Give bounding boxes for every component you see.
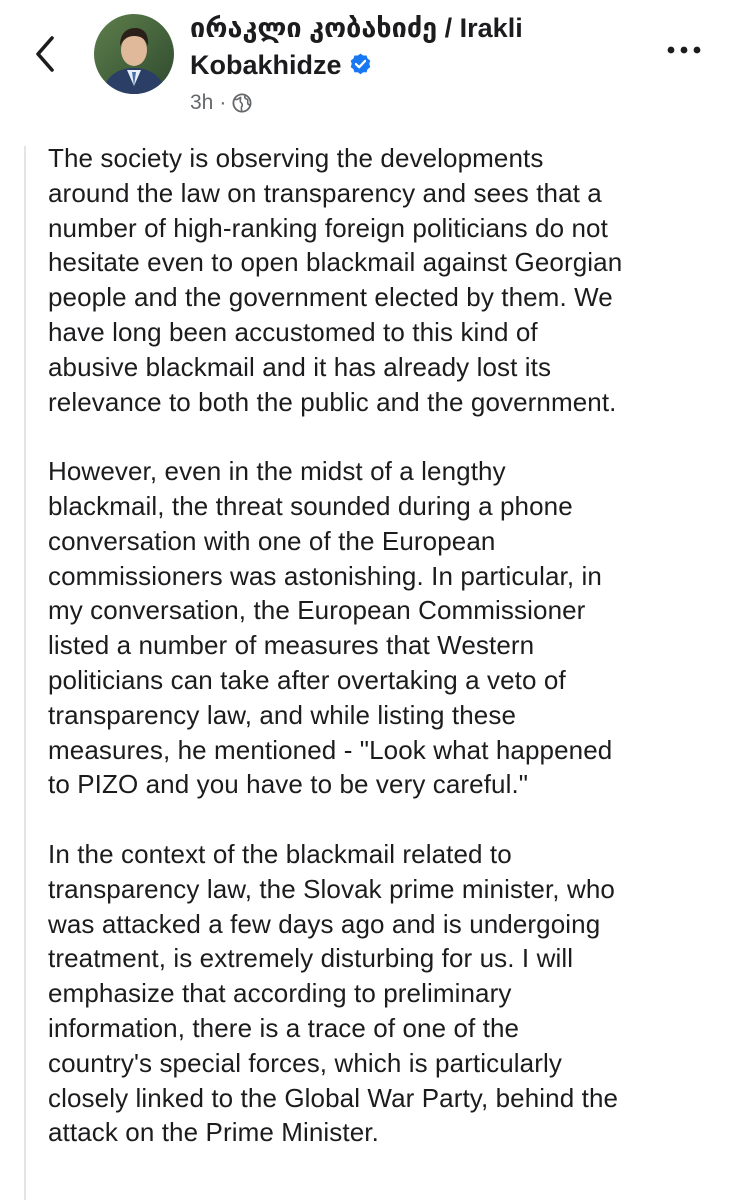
- text-line: In the context of the blackmail related to: [48, 838, 512, 869]
- text-line: have long been accustomed to this kind of: [48, 316, 538, 347]
- text-line: people and the government elected by them. We: [48, 282, 613, 313]
- text-line: emphasize that according to preliminary: [48, 978, 512, 1009]
- meta-separator: ·: [219, 91, 227, 114]
- text-line: information, there is a trace of one of the: [48, 1012, 520, 1043]
- chevron-left-icon: [28, 30, 64, 78]
- post-meta: [190, 90, 252, 116]
- more-options-button[interactable]: [664, 36, 704, 64]
- post-body: [48, 141, 720, 1185]
- post-time[interactable]: 3h: [190, 91, 214, 114]
- more-horizontal-icon: [664, 36, 704, 64]
- author-name[interactable]: [190, 10, 610, 84]
- text-line: closely linked to the Global War Party, behind the: [48, 1082, 619, 1113]
- text-line: blackmail, the threat sounded during a phone: [48, 490, 573, 521]
- text-line: relevance to both the public and the government.: [48, 386, 617, 417]
- author-name-text[interactable]: ირაკლი კობახიძე / Irakli Kobakhidze: [190, 13, 523, 80]
- paragraph-3: [48, 837, 720, 1150]
- text-line: commissioners was astonishing. In particular, in: [48, 560, 602, 591]
- text-line: number of high-ranking foreign politicians do not: [48, 212, 608, 243]
- text-line: around the law on transparency and sees that a: [48, 177, 602, 208]
- verified-badge-icon: [348, 52, 373, 77]
- post-header: [0, 0, 732, 130]
- profile-photo: [94, 14, 174, 94]
- text-line: was attacked a few days ago and is undergoing: [48, 908, 601, 939]
- text-line: transparency law, and while listing these: [48, 699, 517, 730]
- paragraph-2: [48, 454, 720, 802]
- back-button[interactable]: [28, 30, 64, 78]
- text-line: The society is observing the developments: [48, 143, 544, 173]
- text-line: to PIZO and you have to be very careful.": [48, 769, 529, 800]
- text-line: attack on the Prime Minister.: [48, 1117, 379, 1148]
- text-line: measures, he mentioned - "Look what happened: [48, 734, 613, 765]
- text-line: treatment, is extremely disturbing for us. I will: [48, 943, 574, 974]
- text-line: listed a number of measures that Western: [48, 630, 535, 661]
- text-line: politicians can take after overtaking a veto of: [48, 664, 566, 695]
- quote-bar: [24, 146, 26, 1200]
- text-line: hesitate even to open blackmail against Georgian: [48, 247, 623, 278]
- text-line: transparency law, the Slovak prime minister, who: [48, 873, 615, 904]
- text-line: my conversation, the European Commissioner: [48, 595, 586, 626]
- avatar[interactable]: [94, 14, 174, 94]
- text-line: country's special forces, which is particularly: [48, 1047, 562, 1078]
- text-line: abusive blackmail and it has already lost its: [48, 351, 552, 382]
- globe-icon: [232, 93, 252, 113]
- text-line: conversation with one of the European: [48, 525, 496, 556]
- paragraph-1: [48, 141, 720, 419]
- text-line: However, even in the midst of a lengthy: [48, 456, 506, 487]
